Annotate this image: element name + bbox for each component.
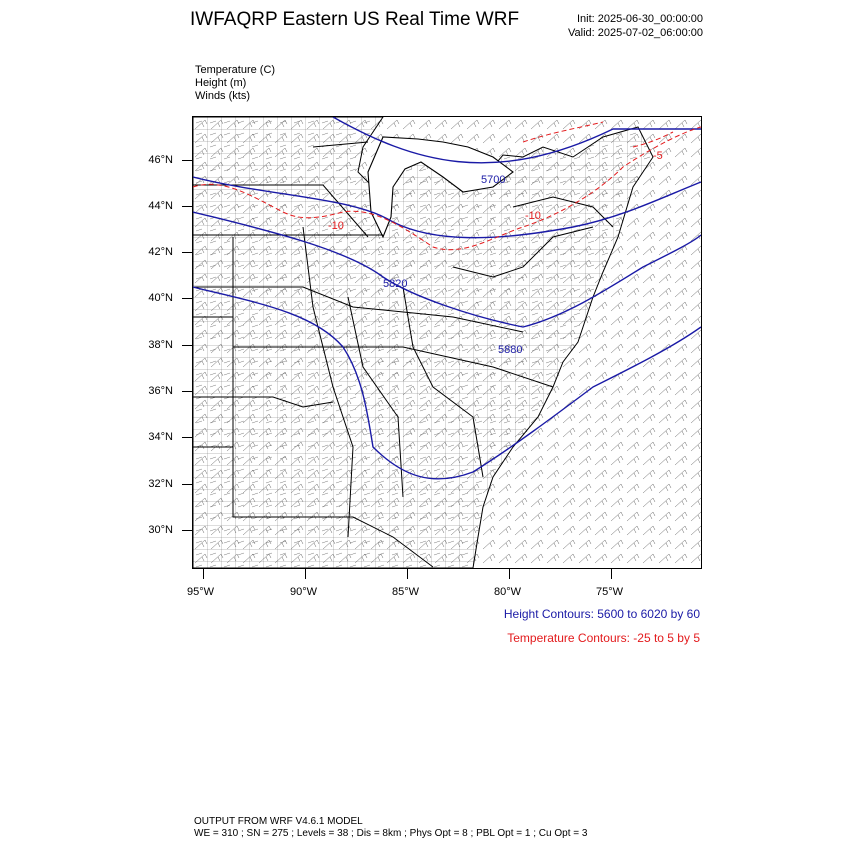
- lon-tick: [305, 569, 306, 579]
- map-title: IWFAQRP Eastern US Real Time WRF: [190, 9, 520, 30]
- field-winds: Winds (kts): [195, 90, 250, 102]
- model-footer-line1: OUTPUT FROM WRF V4.6.1 MODEL: [194, 816, 363, 827]
- temperature-contour-legend: Temperature Contours: -25 to 5 by 5: [507, 631, 700, 645]
- field-temperature: Temperature (C): [195, 64, 276, 76]
- height-label-5880: 5880: [498, 344, 523, 356]
- lat-label-32: 32°N: [148, 478, 173, 490]
- lat-tick: [182, 252, 192, 253]
- lon-tick: [611, 569, 612, 579]
- temperature-label-3: -5: [653, 150, 663, 162]
- lon-label-80: 80°W: [494, 586, 522, 598]
- lat-tick: [182, 391, 192, 392]
- lon-tick: [407, 569, 408, 579]
- lon-label-90: 90°W: [290, 586, 318, 598]
- lat-label-36: 36°N: [148, 385, 173, 397]
- init-time: Init: 2025-06-30_00:00:00: [577, 13, 703, 25]
- height-label-5820: 5820: [383, 278, 408, 290]
- lat-label-46: 46°N: [148, 154, 173, 166]
- map-canvas: [193, 117, 701, 568]
- model-footer-line2: WE = 310 ; SN = 275 ; Levels = 38 ; Dis = 8km ; Phys Opt = 8 ; PBL Opt = 1 ; Cu Opt = 3: [194, 828, 588, 839]
- lat-label-42: 42°N: [148, 246, 173, 258]
- field-height: Height (m): [195, 77, 247, 89]
- temperature-label-2: -10: [525, 210, 541, 222]
- lat-tick: [182, 160, 192, 161]
- lat-label-40: 40°N: [148, 292, 173, 304]
- weather-map: [192, 116, 702, 569]
- lat-tick: [182, 530, 192, 531]
- lat-tick: [182, 484, 192, 485]
- lon-label-95: 95°W: [187, 586, 215, 598]
- valid-time: Valid: 2025-07-02_06:00:00: [568, 27, 703, 39]
- lon-tick: [203, 569, 204, 579]
- height-label-5700: 5700: [481, 174, 506, 186]
- lat-tick: [182, 437, 192, 438]
- temperature-label-1: -10: [328, 220, 344, 232]
- lon-tick: [509, 569, 510, 579]
- lat-tick: [182, 345, 192, 346]
- lat-label-34: 34°N: [148, 431, 173, 443]
- height-contour-legend: Height Contours: 5600 to 6020 by 60: [503, 607, 700, 621]
- lat-tick: [182, 206, 192, 207]
- lon-label-85: 85°W: [392, 586, 420, 598]
- lat-label-44: 44°N: [148, 200, 173, 212]
- lat-label-38: 38°N: [148, 339, 173, 351]
- lat-label-30: 30°N: [148, 524, 173, 536]
- lon-label-75: 75°W: [596, 586, 624, 598]
- lat-tick: [182, 298, 192, 299]
